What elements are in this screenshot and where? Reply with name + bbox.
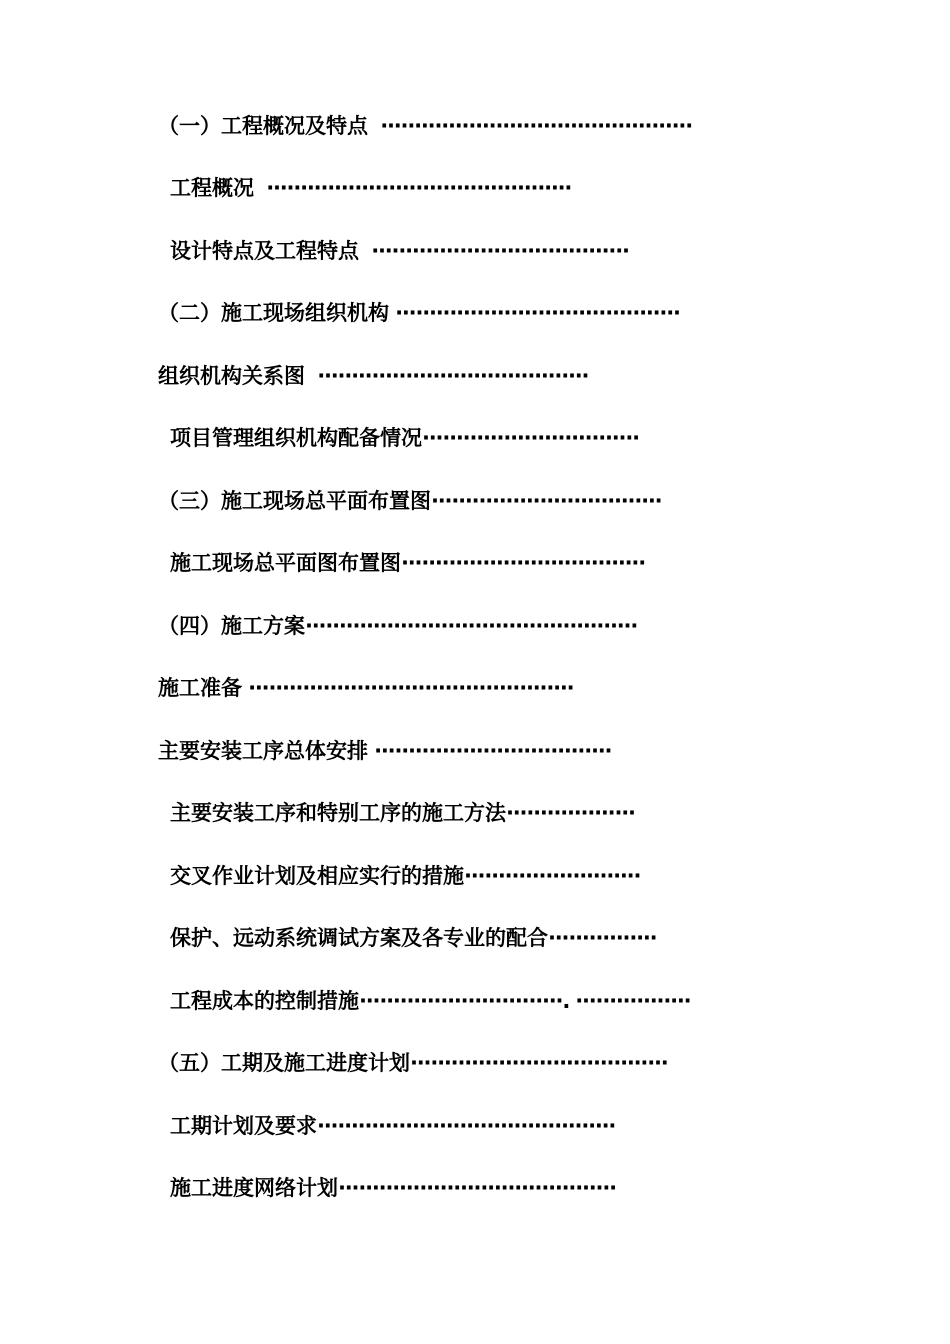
- toc-entry: [170, 1173, 800, 1203]
- toc-entry-label: 工程概况: [170, 176, 254, 200]
- toc-entry-label: 交叉作业计划及相应实行的措施: [170, 864, 464, 888]
- toc-entry: [170, 923, 800, 953]
- toc-entry: [170, 1111, 800, 1141]
- toc-entry-label: （三）施工现场总平面布置图: [158, 489, 431, 513]
- toc-entry: [170, 173, 800, 203]
- toc-dot-leader: ·········································: [338, 1176, 616, 1200]
- toc-dot-leader: ······································: [359, 239, 629, 263]
- toc-dot-leader: ··································: [431, 489, 662, 513]
- toc-entry: [158, 611, 823, 641]
- toc-dot-leader: ····································: [401, 551, 645, 575]
- toc-dot-leader: ·················································: [305, 614, 638, 638]
- toc-entry: [158, 486, 823, 516]
- toc-entry-label: 施工准备: [158, 676, 242, 700]
- toc-entry: [158, 111, 843, 141]
- toc-dot-leader: ············································: [317, 1114, 616, 1138]
- toc-entry-label: 施工进度网络计划: [170, 1176, 338, 1200]
- toc-dot-leader: ·············································: [254, 176, 572, 200]
- toc-entry-label: 工期计划及要求: [170, 1114, 317, 1138]
- toc-dot-leader: ··························: [464, 864, 641, 888]
- toc-entry: [170, 548, 800, 578]
- toc-entry-label: （一）工程概况及特点: [158, 114, 368, 138]
- toc-entry-label: 主要安装工序总体安排: [158, 739, 368, 763]
- toc-entry: [158, 361, 788, 391]
- toc-entry-label: 保护、远动系统调试方案及各专业的配合: [170, 926, 548, 950]
- toc-dot-leader: ································: [422, 426, 639, 450]
- toc-entry: [158, 736, 800, 766]
- toc-entry-label: （五）工期及施工进度计划: [158, 1051, 410, 1075]
- toc-entry-label: 施工现场总平面图布置图: [170, 551, 401, 575]
- toc-dot-leader: ······························. ·················: [359, 989, 691, 1013]
- toc-dot-leader: ··············································: [368, 114, 692, 138]
- toc-entry: [170, 861, 800, 891]
- toc-entry-label: 设计特点及工程特点: [170, 239, 359, 263]
- toc-dot-leader: ··········································: [389, 301, 680, 325]
- toc-entry: [158, 673, 800, 703]
- toc-entry: [170, 798, 800, 828]
- toc-entry: [158, 1048, 823, 1078]
- toc-dot-leader: ········································: [305, 364, 589, 388]
- toc-entry: [170, 423, 800, 453]
- toc-dot-leader: ······································: [410, 1051, 668, 1075]
- toc-dot-leader: ················: [548, 926, 657, 950]
- toc-entry-label: 组织机构关系图: [158, 364, 305, 388]
- toc-entry-label: 项目管理组织机构配备情况: [170, 426, 422, 450]
- toc-entry: [170, 236, 800, 266]
- toc-entry-label: 工程成本的控制措施: [170, 989, 359, 1013]
- toc-entry: [170, 986, 790, 1016]
- toc-entry: [158, 298, 833, 328]
- toc-entry-label: （四）施工方案: [158, 614, 305, 638]
- toc-dot-leader: ················································: [242, 676, 574, 700]
- toc-dot-leader: ···················: [506, 801, 635, 825]
- toc-dot-leader: ···································: [368, 739, 612, 763]
- toc-entry-label: 主要安装工序和特别工序的施工方法: [170, 801, 506, 825]
- toc-entry-label: （二）施工现场组织机构: [158, 301, 389, 325]
